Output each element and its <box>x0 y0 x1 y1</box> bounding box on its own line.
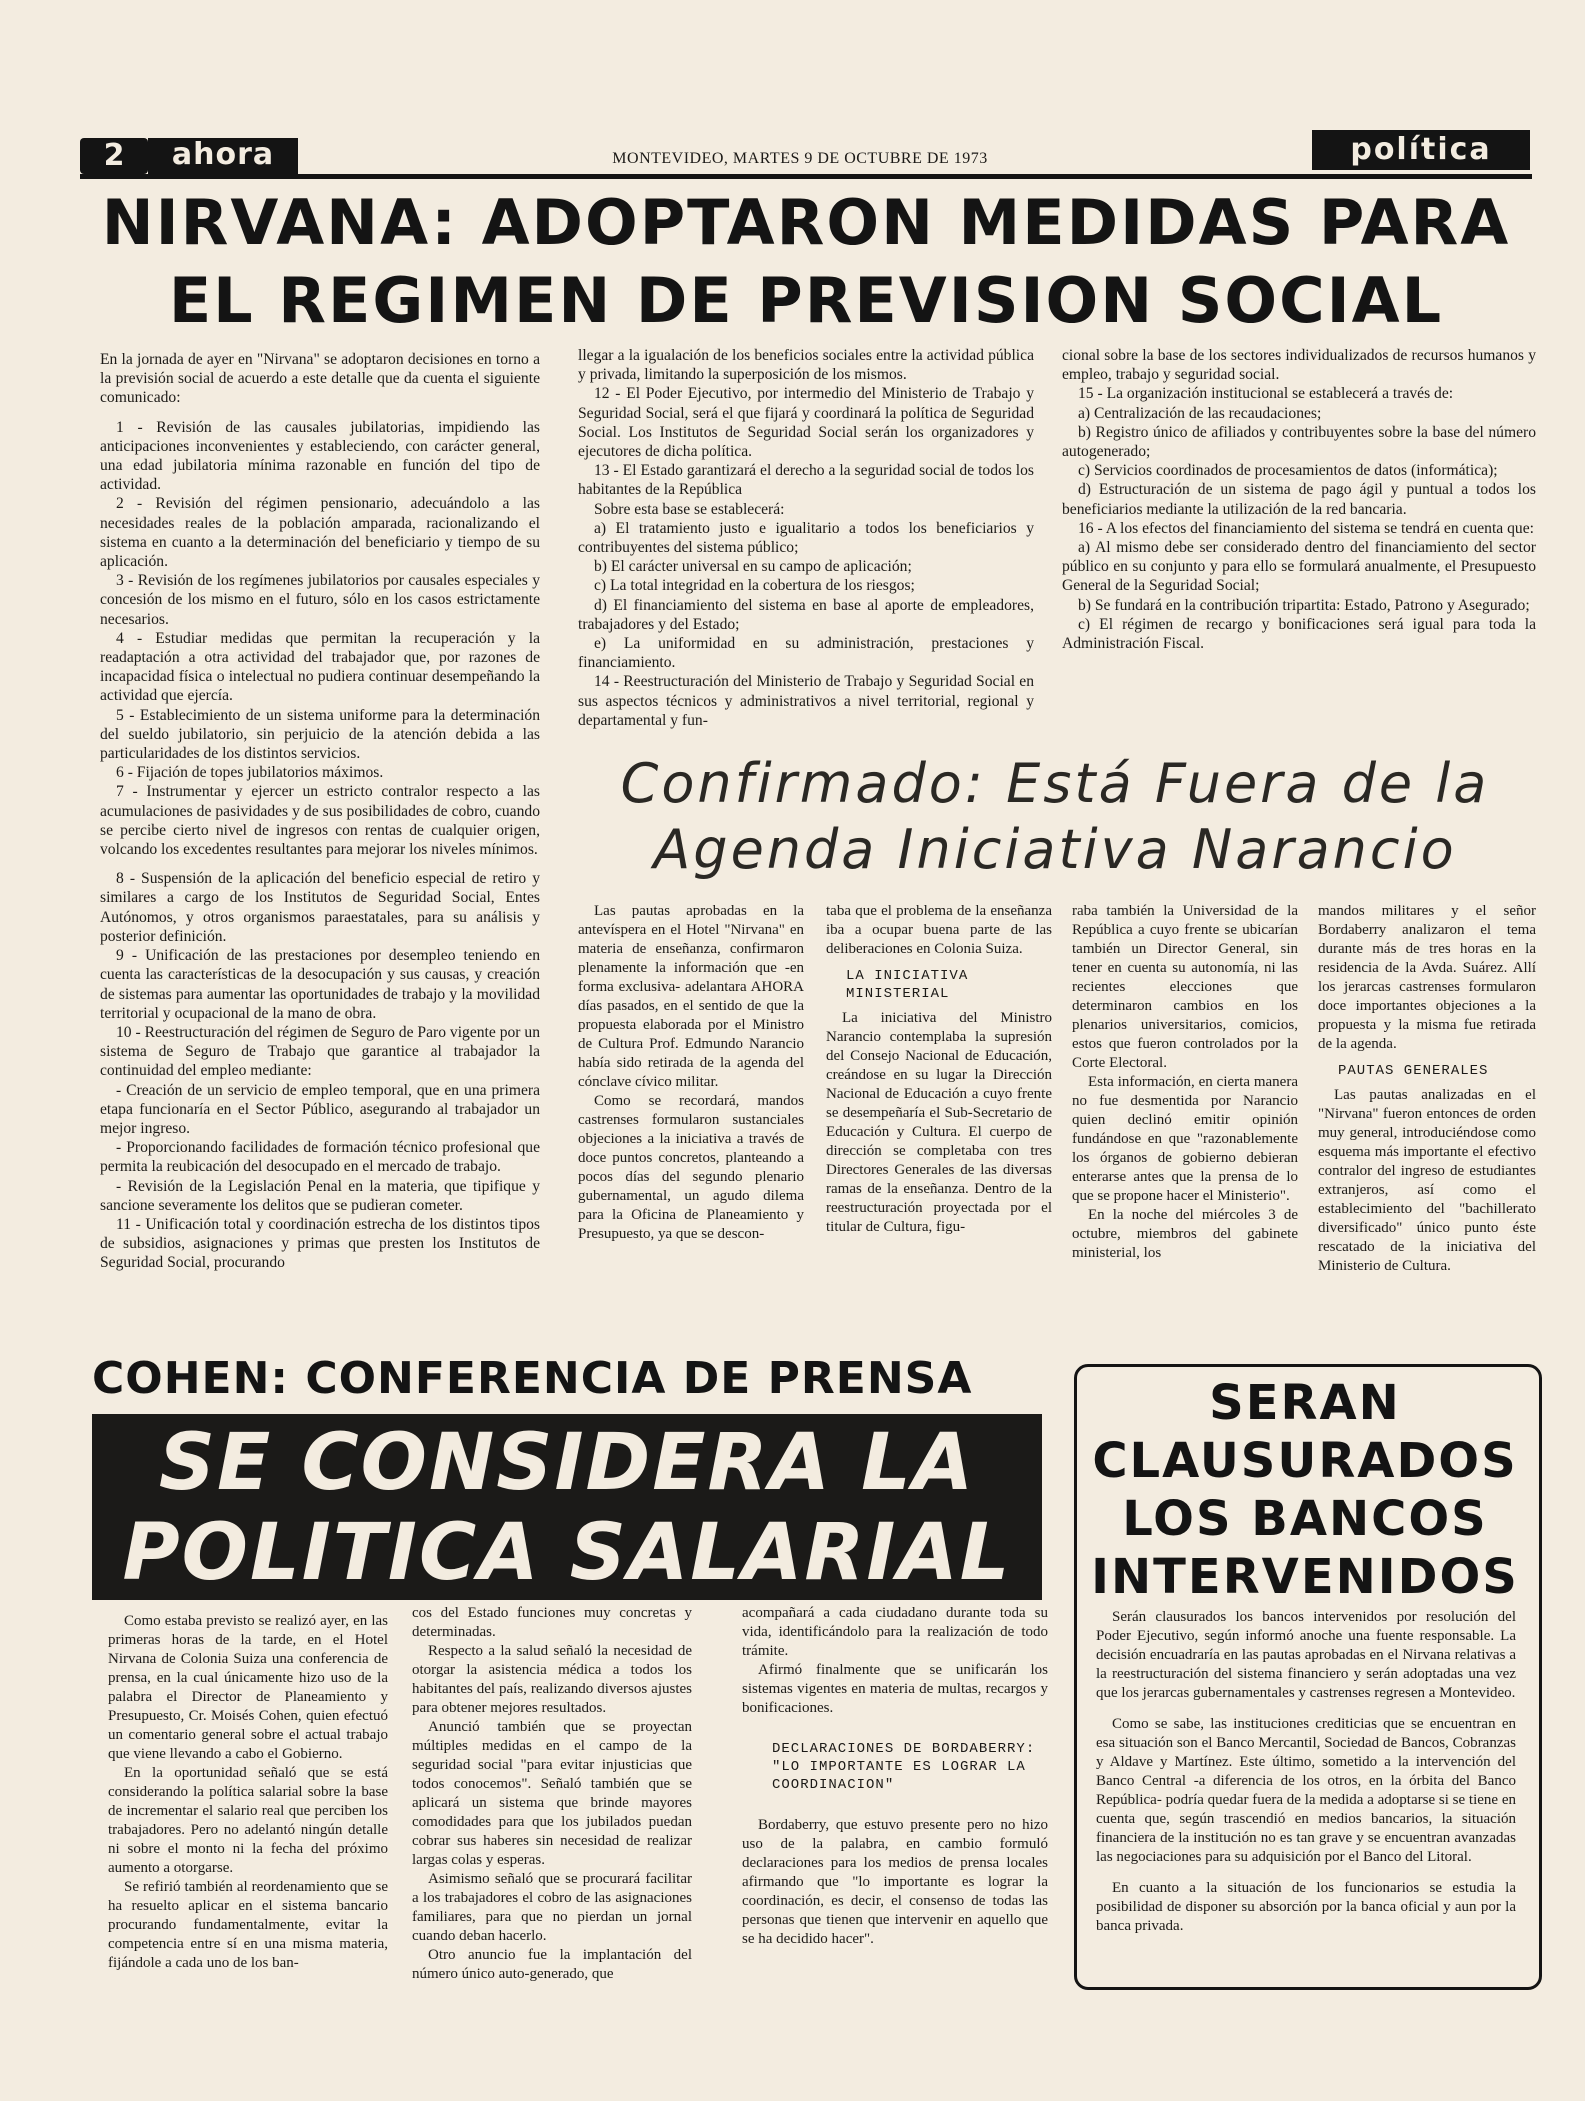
paragraph: 10 - Reestructuración del régimen de Seguro de Paro vigente por un sistema de Seguro de Trabajo que garantice al trabajador la continuidad del empleo mediante: <box>100 1023 540 1080</box>
article3-banner-line1: SE CONSIDERA LA <box>158 1418 976 1508</box>
article2-column-1 <box>578 902 804 1244</box>
article2-column-3 <box>1072 902 1298 1263</box>
paragraph: 4 - Estudiar medidas que permitan la recuperación y la readaptación a otra actividad del trabajador que, por razones de incapacidad física o intelectual no pudiera continuar desempeñando la actividad que ejercía. <box>100 629 540 705</box>
subheading: DECLARACIONES DE BORDABERRY: "LO IMPORTANTE ES LOGRAR LA COORDINACION" <box>772 1741 1036 1793</box>
paragraph: En la noche del miércoles 3 de octubre, miembros del gabinete ministerial, los <box>1072 1207 1298 1261</box>
article3-column-1 <box>108 1612 388 1973</box>
article2-headline-line1: Confirmado: Está Fuera de la <box>620 752 1490 815</box>
paragraph: a) Centralización de las recaudaciones; <box>1078 404 1322 422</box>
subheading: PAUTAS GENERALES <box>1338 1063 1489 1079</box>
article1-headline-line2: EL REGIMEN DE PREVISION SOCIAL <box>168 264 1444 337</box>
paragraph: 16 - A los efectos del financiamiento del sistema se tendrá en cuenta que: <box>1078 519 1534 537</box>
paragraph: c) El régimen de recargo y bonificaciones será igual para toda la Administración Fiscal. <box>1062 615 1536 653</box>
paragraph: Afirmó finalmente que se unificarán los sistemas vigentes en materia de multas, recargos y bonificaciones. <box>742 1662 1048 1716</box>
paragraph: 6 - Fijación de topes jubilatorios máximos. <box>116 764 384 782</box>
paragraph: d) El financiamiento del sistema en base al aporte de empleadores, trabajadores y del Estado; <box>578 596 1034 633</box>
paragraph: Esta información, en cierta manera no fue desmentida por Narancio quien declinó emitir opinión fundándose en que "razonablemente los órganos de gobierno debieran enterarse antes que la prensa de lo que se propone hacer el Ministerio". <box>1072 1074 1298 1204</box>
page-number: 2 <box>80 138 148 174</box>
paragraph: Como se recordará, mandos castrenses formularon sustanciales objeciones a la iniciativa a través de doce puntos concretos, planteando a pocos días del segundo plenario gubernamental, un agudo dilema para la Oficina de Planeamiento y Presupuesto, ya que se descon- <box>578 1093 804 1242</box>
paragraph: 9 - Unificación de las prestaciones por desempleo teniendo en cuenta las características de la desocupación y sus causas, y creación de sistemas para aumentar las oportunidades de trabajo y la movilidad territorial y ocupacional de la mano de obra. <box>100 947 540 1022</box>
paragraph: e) La uniformidad en su administración, prestaciones y financiamiento. <box>578 635 1034 672</box>
paragraph: Anunció también que se proyectan múltiples medidas en el campo de la seguridad social "para evitar injusticias que todos conocemos". Señaló también que se aplicará un sistema que brinde mayores comodidades para que los jubilados puedan cobrar sus haberes sin necesidad de realizar largas colas y esperas. <box>412 1719 692 1868</box>
paragraph: b) Registro único de afiliados y contribuyentes sobre la base del número autogenerado; <box>1062 423 1536 461</box>
paragraph: 5 - Establecimiento de un sistema uniforme para la determinación del sueldo jubilatorio, sin perjuicio de la atención debida a las particularidades de los distintos servicios. <box>100 706 540 763</box>
paragraph: 3 - Revisión de los regímenes jubilatorios por causales especiales y concesión de los mismo en el futuro, sólo en los casos estrictamente necesarios. <box>100 572 540 628</box>
paragraph: Bordaberry, que estuvo presente pero no hizo uso de la palabra, en cambio formuló declaraciones para los medios de prensa locales afirmando que "lo importante es lograr la coordinación, es decir, el consenso de todas las personas que tienen que intervenir en aquello que se ha decidido hacer". <box>742 1817 1048 1947</box>
article4-headline-line: SERAN <box>1209 1375 1401 1431</box>
article3-column-2 <box>412 1604 692 1984</box>
paragraph: Se refirió también al reordenamiento que se ha resuelto aplicar en el sistema bancario procurando fundamentalmente, evitar la competencia entre sí en una misma materia, fijándole a cada uno de los ban- <box>108 1879 388 1971</box>
paragraph: b) Se fundará en la contribución tripartita: Estado, Patrono y Asegurado; <box>1078 596 1530 614</box>
paragraph: En la jornada de ayer en "Nirvana" se adoptaron decisiones en torno a la previsión social de acuerdo a este detalle que da cuenta el siguiente comunicado: <box>100 351 540 407</box>
paragraph: 12 - El Poder Ejecutivo, por intermedio del Ministerio de Trabajo y Seguridad Social, será el que fijará y coordinará la política de Seguridad Social. Los Institutos de Seguridad Social serán los organizadores y ejecutores de dicha política. <box>578 385 1034 461</box>
paragraph: La iniciativa del Ministro Narancio contemplaba la supresión del Consejo Nacional de Educación, creándose en su lugar la Dirección Nacional de Educación a cuyo frente se desempeñaría el Sub-Secretario de Educación y Cultura. El cuerpo de dirección se completaba con tres Directores Generales de las diversas ramas de la enseñanza. Dentro de la reestructuración proyectada por el titular de Cultura, figu- <box>826 1010 1052 1235</box>
article1-headline-line1: NIRVANA: ADOPTARON MEDIDAS PARA <box>101 186 1511 259</box>
article1-column-3 <box>1062 346 1536 653</box>
paragraph: 11 - Unificación total y coordinación estrecha de los distintos tipos de subsidios, asignaciones y primas que presten los Institutos de Seguridad Social, procurando <box>100 1215 540 1272</box>
paragraph: acompañará a cada ciudadano durante toda su vida, identificándolo para la realización de todo trámite. <box>742 1605 1048 1659</box>
paragraph: En la oportunidad señaló que se está considerando la política salarial sobre la base de incrementar el salario real que perciben los trabajadores. Pero no adelantó ningún detalle ni sobre el monto ni la fecha del próximo aumento a otorgarse. <box>108 1765 388 1876</box>
paragraph: 13 - El Estado garantizará el derecho a la seguridad social de todos los habitantes de la República <box>578 462 1034 499</box>
paragraph: 7 - Instrumentar y ejercer un estricto contralor respecto a las acumulaciones de pasividades y de sus posibilidades de cobro, cuando se percibe cierto nivel de ingresos con rentas de cualquier origen, volcando los excedentes resultantes para mejorar los niveles mínimos. <box>100 783 540 859</box>
article4-headline-line: CLAUSURADOS <box>1092 1433 1518 1489</box>
paragraph: a) El tratamiento justo e igualitario a todos los beneficiarios y contribuyentes del sistema público; <box>578 519 1034 557</box>
article3-banner <box>92 1414 1042 1600</box>
paragraph: llegar a la igualación de los beneficios sociales entre la actividad pública y privada, limitando la superposición de los mismos. <box>578 347 1034 384</box>
article3-kicker: COHEN: CONFERENCIA DE PRENSA <box>92 1353 973 1404</box>
paragraph: 15 - La organización institucional se establecerá a través de: <box>1078 385 1454 403</box>
article4-headline-line: LOS BANCOS <box>1122 1491 1488 1547</box>
paragraph: cos del Estado funciones muy concretas y determinadas. <box>412 1605 692 1640</box>
paragraph: cional sobre la base de los sectores individualizados de recursos humanos y empleo, trabajo y seguridad social. <box>1062 347 1536 384</box>
article2-column-4 <box>1318 902 1536 1276</box>
article1-column-2 <box>578 346 1034 730</box>
paragraph: - Revisión de la Legislación Penal en la materia, que tipifique y sancione severamente los delitos que se pudieran cometer. <box>100 1177 540 1214</box>
paragraph: Las pautas aprobadas en la antevíspera en el Hotel "Nirvana" en materia de enseñanza, confirmaron plenamente la información que -en forma exclusiva- adelantara AHORA días pasados, en el sentido de que la propuesta elaborada por el Ministro de Cultura Prof. Edmundo Narancio había sido retirada de la agenda del cónclave cívico militar. <box>578 903 804 1090</box>
article4-headline <box>1090 1374 1520 1606</box>
paragraph: d) Estructuración de un sistema de pago ágil y puntual a todos los beneficiarios mediante la utilización de la red bancaria. <box>1062 481 1536 518</box>
paragraph: a) Al mismo debe ser considerado dentro del financiamiento del sector público en su conjunto y para ello se formulará anualmente, el Presupuesto General de la Seguridad Social; <box>1062 539 1536 595</box>
paragraph: Como se sabe, las instituciones crediticias que se encuentran en esa situación son el Banco Mercantil, Sociedad de Bancos, Cobranzas y Aldave y Martínez. Este último, sometido a la intervención del Banco Central -a diferencia de los otros, en la órbita del Banco República- podría quedar fuera de la medida a adoptarse si se tiene en cuenta que, según trascendió en medios bancarios, la situación financiera de la institución no es tan grave y se encuentran avanzadas las negociaciones para su adquisición por el Banco del Litoral. <box>1096 1716 1516 1865</box>
paragraph: - Creación de un servicio de empleo temporal, que en una primera etapa funcionaría en el Sector Público, asegurando al trabajador un mejor ingreso. <box>100 1081 540 1137</box>
paragraph: 1 - Revisión de las causales jubilatorias, impidiendo las anticipaciones inconvenientes y estableciendo, con carácter general, una edad jubilatoria mínima razonable en función del tipo de actividad. <box>100 418 540 494</box>
paragraph: c) Servicios coordinados de procesamientos de datos (informática); <box>1078 462 1498 480</box>
paragraph: Respecto a la salud señaló la necesidad de otorgar la asistencia médica a todos los habitantes del país, realizando diversos ajustes para obtener mejores resultados. <box>412 1643 692 1716</box>
paragraph: taba que el problema de la enseñanza iba a ocupar buena parte de las deliberaciones en Colonia Suiza. <box>826 903 1052 957</box>
section-label: política <box>1312 130 1530 170</box>
article3-column-3 <box>742 1604 1048 1949</box>
paragraph: Otro anuncio fue la implantación del número único auto-generado, que <box>412 1947 692 1982</box>
paper-logo: ahora <box>148 138 298 174</box>
paragraph: 2 - Revisión del régimen pensionario, adecuándolo a las necesidades reales de la población amparada, racionalizando el sistema en cuanto a la determinación del beneficiario y tiempo de su aplicación. <box>100 495 540 571</box>
paragraph: Asimismo señaló que se procurará facilitar a los trabajadores el cobro de las asignaciones familiares, para que no pierdan un jornal cuando deban hacerlo. <box>412 1871 692 1944</box>
paragraph: c) La total integridad en la cobertura de los riesgos; <box>594 577 915 595</box>
paragraph: En cuanto a la situación de los funcionarios se estudia la posibilidad de disponer su absorción por la banca oficial y aun por la banca privada. <box>1096 1880 1516 1934</box>
article2-headline-line2: Agenda Iniciativa Narancio <box>653 818 1457 881</box>
paragraph: Sobre esta base se establecerá: <box>594 500 785 518</box>
paragraph: mandos militares y el señor Bordaberry analizaron el tema durante más de tres horas en la residencia de la Avda. Suárez. Allí los jerarcas castrenses formularon doce importantes objeciones a la propuesta y la misma fue retirada de la agenda. <box>1318 903 1536 1052</box>
paragraph: 8 - Suspensión de la aplicación del beneficio especial de retiro y similares a cargo de los Institutos de Seguridad Social, Entes Autónomos, y otros organismos paraestatales, para su análisis y posterior definición. <box>100 870 540 945</box>
paragraph: - Proporcionando facilidades de formación técnico profesional que permita la reubicación del desocupado en el mercado de trabajo. <box>100 1139 540 1176</box>
paragraph: 14 - Reestructuración del Ministerio de Trabajo y Seguridad Social en sus aspectos técnicos y administrativos a nivel territorial, regional y departamental y fun- <box>578 673 1034 729</box>
paragraph: Como estaba previsto se realizó ayer, en las primeras horas de la tarde, en el Hotel Nirvana de Colonia Suiza una conferencia de prensa, en la cual únicamente hizo uso de la palabra el Director de Planeamiento y Presupuesto, Cr. Moisés Cohen, quien efectuó un comentario general sobre el actual trabajo que viene llevando a cabo el Gobierno. <box>108 1613 388 1762</box>
paragraph: raba también la Universidad de la República a cuyo frente se ubicarían también un Director General, sin tener en cuenta su autonomía, ni las recientes elecciones que determinaron cambios en los plenarios universitarios, comicios, estos que fueron controlados por la Corte Electoral. <box>1072 903 1298 1071</box>
paragraph: Serán clausurados los bancos intervenidos por resolución del Poder Ejecutivo, según informó anoche una fuente responsable. La decisión encuadraría en las pautas aprobadas en el Nirvana relativas a la reestructuración del sistema financiero y serán adoptadas una vez que los jerarcas gubernamentales y castrenses regresen a Montevideo. <box>1096 1609 1516 1701</box>
header-rule <box>80 174 1532 179</box>
article2-column-2 <box>826 902 1052 1237</box>
article1-column-1 <box>100 350 540 1273</box>
article4-body <box>1096 1608 1516 1936</box>
article4-headline-line: INTERVENIDOS <box>1091 1549 1519 1605</box>
paragraph: Las pautas analizadas en el "Nirvana" fueron entonces de orden muy general, introduciéndose como esquema más importante el efectivo contralor del ingreso de estudiantes extranjeros, así como el establecimiento del "bachillerato diversificado" único punto éste rescatado de la iniciativa del Ministerio de Cultura. <box>1318 1087 1536 1274</box>
paragraph: b) El carácter universal en su campo de aplicación; <box>594 558 912 576</box>
subheading: LA INICIATIVA MINISTERIAL <box>846 968 969 1002</box>
dateline: MONTEVIDEO, MARTES 9 DE OCTUBRE DE 1973 <box>612 150 988 167</box>
article3-banner-line2: POLITICA SALARIAL <box>122 1508 1012 1598</box>
